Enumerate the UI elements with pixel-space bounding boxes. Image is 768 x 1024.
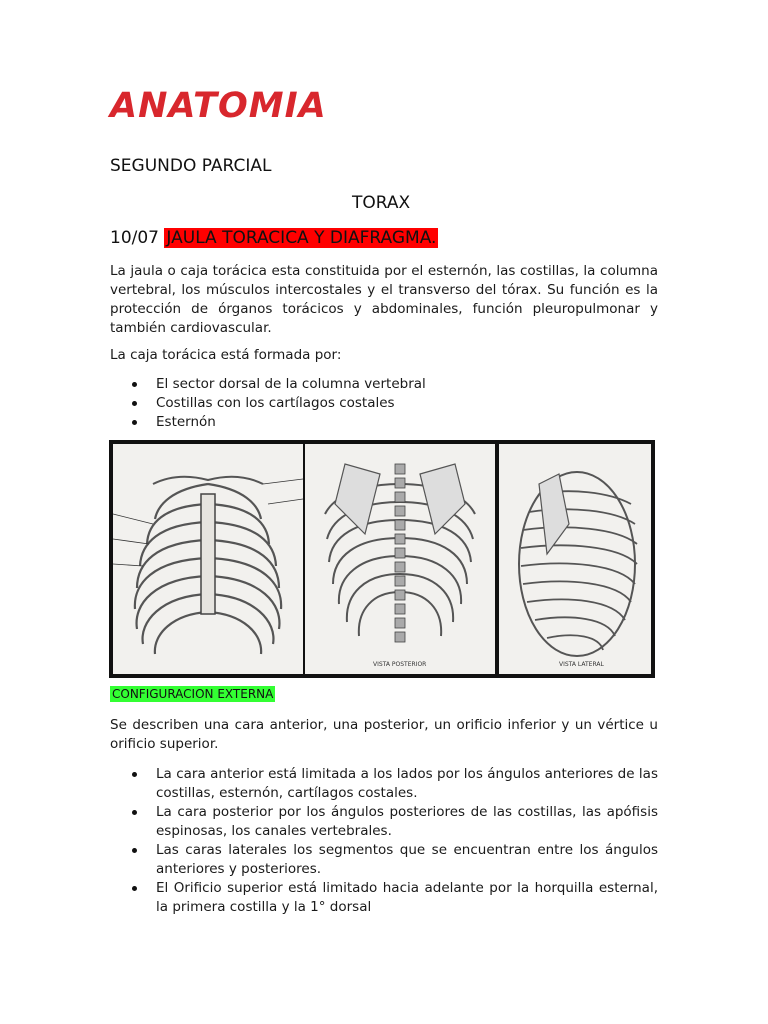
list-item: La cara posterior por los ángulos posteriores de las costillas, las apófisis espinosas, los canales vertebrales. [130, 803, 658, 841]
topic-heading: TORAX [352, 193, 411, 213]
components-list [130, 375, 658, 432]
lateral-caption: VISTA LATERAL [559, 661, 604, 668]
list-item: El sector dorsal de la columna vertebral [130, 375, 658, 394]
intro-lead: La caja torácica está formada por: [110, 347, 342, 363]
config-list [130, 765, 658, 917]
posterior-ribcage-drawing [305, 444, 495, 674]
lateral-view-image [499, 444, 651, 674]
subtitle: SEGUNDO PARCIAL [110, 156, 272, 176]
section-heading: JAULA TORACICA Y DIAFRAGMA. [166, 228, 437, 248]
posterior-view-image [305, 444, 495, 674]
list-item: Las caras laterales los segmentos que se encuentran entre los ángulos anteriores y posteriores. [130, 841, 658, 879]
thorax-figure [109, 440, 655, 678]
config-paragraph: Se describen una cara anterior, una posterior, un orificio inferior y un vértice u orificio superior. [110, 717, 658, 752]
section-date: 10/07 [110, 228, 159, 248]
list-item: Costillas con los cartílagos costales [130, 394, 658, 413]
page-title: ANATOMIA [110, 86, 327, 126]
intro-paragraph: La jaula o caja torácica esta constituida por el esternón, las costillas, la columna vertebral, los músculos intercostales y el transverso del tórax. Su función es la protección de órganos torácicos y abdominales, función pleuropulmonar y también cardiovascular. [110, 263, 658, 336]
list-item: Esternón [130, 413, 658, 432]
posterior-caption: VISTA POSTERIOR [373, 661, 427, 668]
anterior-view-image [113, 444, 303, 674]
config-heading: CONFIGURACION EXTERNA [112, 687, 274, 701]
list-item: La cara anterior está limitada a los lados por los ángulos anteriores de las costillas, esternón, cartílagos costales. [130, 765, 658, 803]
anterior-ribcage-drawing [113, 444, 303, 674]
section-heading-line [110, 228, 438, 248]
lateral-ribcage-drawing [499, 444, 651, 674]
list-item: El Orificio superior está limitado hacia adelante por la horquilla esternal, la primera costilla y la 1° dorsal [130, 879, 658, 917]
